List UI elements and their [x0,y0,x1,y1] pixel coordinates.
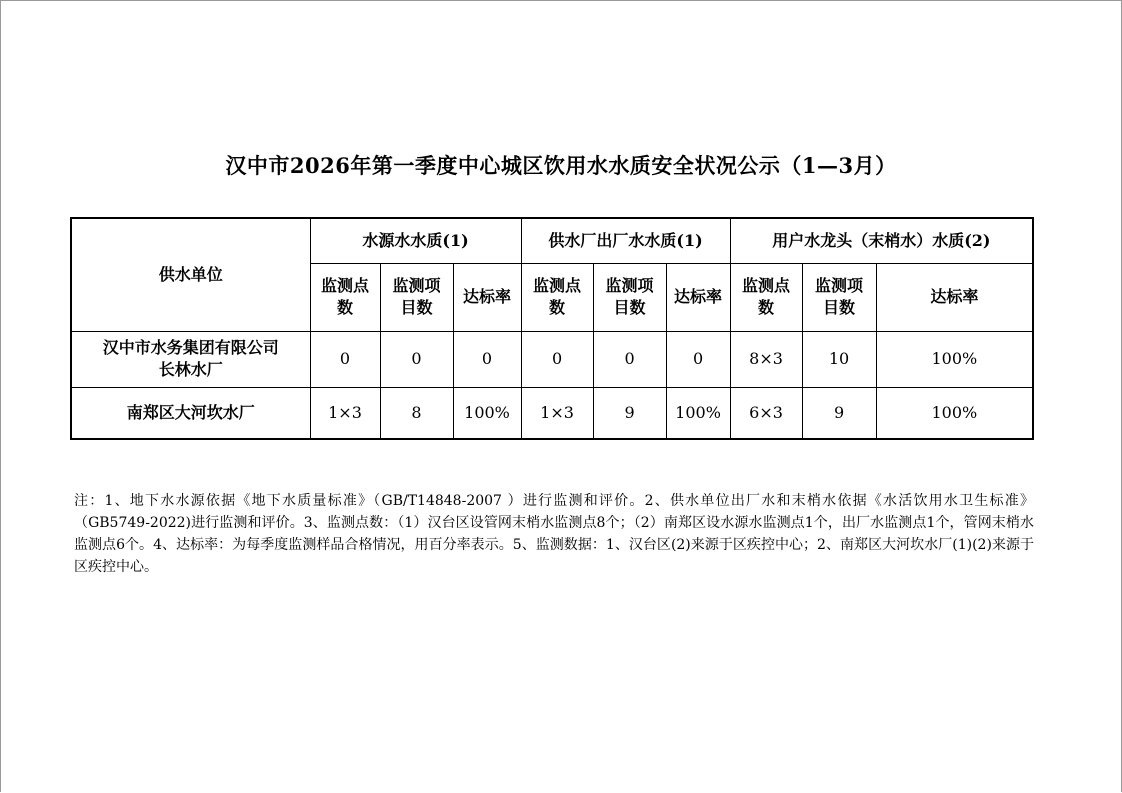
cell-value: 100% [876,387,1033,439]
subheader-rate: 达标率 [666,263,730,331]
subheader-points: 监测点 数 [521,263,593,331]
page-title: 汉中市2026年第一季度中心城区饮用水水质安全状况公示（1—3月） [225,153,897,178]
cell-value: 0 [593,331,666,387]
subheader-rate: 达标率 [876,263,1033,331]
cell-value: 8×3 [730,331,802,387]
cell-value: 0 [310,331,380,387]
cell-value: 0 [666,331,730,387]
subheader-points: 监测点 数 [730,263,802,331]
cell-value: 0 [521,331,593,387]
cell-value: 0 [380,331,453,387]
cell-value: 100% [666,387,730,439]
table-row [71,387,1033,439]
subheader-items: 监测项 目数 [380,263,453,331]
cell-value: 9 [802,387,876,439]
cell-value: 1×3 [310,387,380,439]
unit-header: 供水单位 [71,218,310,331]
cell-value: 9 [593,387,666,439]
cell-value: 6×3 [730,387,802,439]
group-header-tap: 用户水龙头（末梢水）水质(2) [730,218,1033,263]
cell-value: 10 [802,331,876,387]
cell-value: 100% [876,331,1033,387]
cell-value: 100% [453,387,521,439]
subheader-items: 监测项 目数 [802,263,876,331]
cell-value: 1×3 [521,387,593,439]
subheader-rate: 达标率 [453,263,521,331]
row-unit-name: 南郑区大河坎水厂 [71,387,310,439]
footnote: 注：1、地下水水源依据《地下水质量标准》（GB/T14848-2007 ）进行监测和评价。2、供水单位出厂水和末梢水依据《水活饮用水卫生标准》（GB5749-2022)进行监测和评价。3、监测点数：（1）汉台区设管网末梢水监测点8个；（2）南郑区设水源水监测点1个，出厂水监测点1个，管网末梢水监测点6个。4、达标率：为每季度监测样品合格情况，用百分率表示。5、监测数据：1、汉台区(2)来源于区疾控中心；2、南郑区大河坎水厂(1)(2)来源于区疾控中心。 [74,493,1034,575]
table-row [71,331,1033,387]
cell-value: 0 [453,331,521,387]
subheader-points: 监测点 数 [310,263,380,331]
row-unit-name: 汉中市水务集团有限公司 长林水厂 [71,331,310,387]
cell-value: 8 [380,387,453,439]
subheader-items: 监测项 目数 [593,263,666,331]
group-header-plant: 供水厂出厂水水质(1) [521,218,730,263]
group-header-source: 水源水水质(1) [310,218,521,263]
water-quality-table [70,217,1034,440]
